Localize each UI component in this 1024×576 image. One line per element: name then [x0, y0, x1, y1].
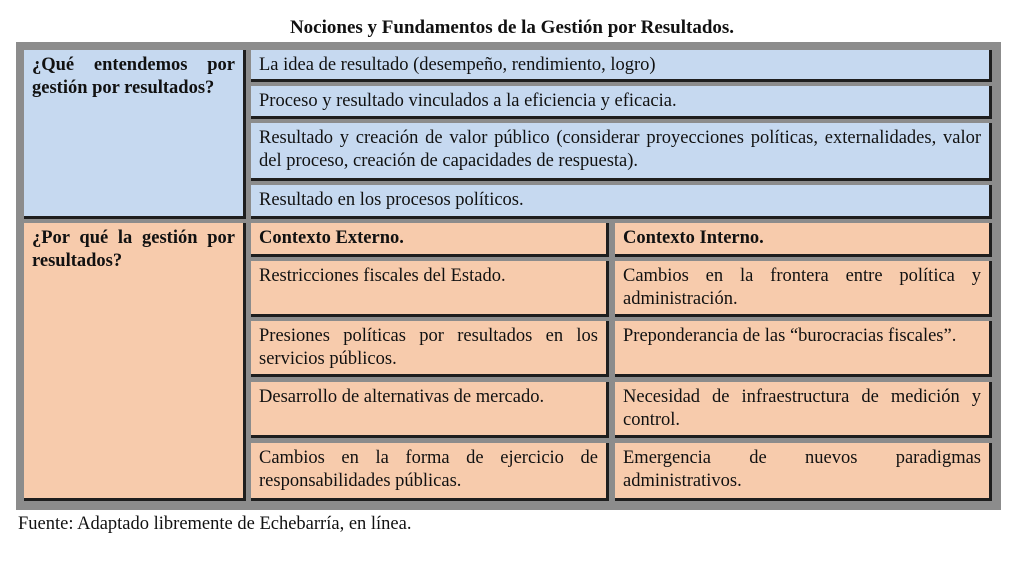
internal-item-2: Preponderancia de las “burocracias fiscales”. [615, 321, 992, 377]
page-title: Nociones y Fundamentos de la Gestión por Resultados. [289, 17, 735, 38]
question-cell-why: ¿Por qué la gestión por resultados? [24, 223, 246, 501]
internal-item-4: Emergencia de nuevos paradigmas administrativos. [615, 443, 992, 501]
source-note: Fuente: Adaptado libremente de Echebarría, en línea. [18, 514, 412, 534]
concept-table [16, 42, 1001, 510]
efficiency-cell: Proceso y resultado vinculados a la eficiencia y eficacia. [251, 86, 992, 119]
external-item-4: Cambios en la forma de ejercicio de responsabilidades públicas. [251, 443, 609, 501]
external-item-1: Restricciones fiscales del Estado. [251, 261, 609, 317]
public-value-cell: Resultado y creación de valor público (considerar proyecciones políticas, externalidades, valor del proceso, creación de capacidades de respuesta). [251, 123, 992, 181]
political-process-cell: Resultado en los procesos políticos. [251, 185, 992, 219]
external-item-3: Desarrollo de alternativas de mercado. [251, 382, 609, 438]
external-item-2: Presiones políticas por resultados en los servicios públicos. [251, 321, 609, 377]
question-cell-what: ¿Qué entendemos por gestión por resultados? [24, 50, 246, 219]
internal-context-header: Contexto Interno. [615, 223, 992, 257]
result-idea-cell: La idea de resultado (desempeño, rendimiento, logro) [251, 50, 992, 82]
internal-item-3: Necesidad de infraestructura de medición y control. [615, 382, 992, 438]
external-context-header: Contexto Externo. [251, 223, 609, 257]
internal-item-1: Cambios en la frontera entre política y administración. [615, 261, 992, 317]
